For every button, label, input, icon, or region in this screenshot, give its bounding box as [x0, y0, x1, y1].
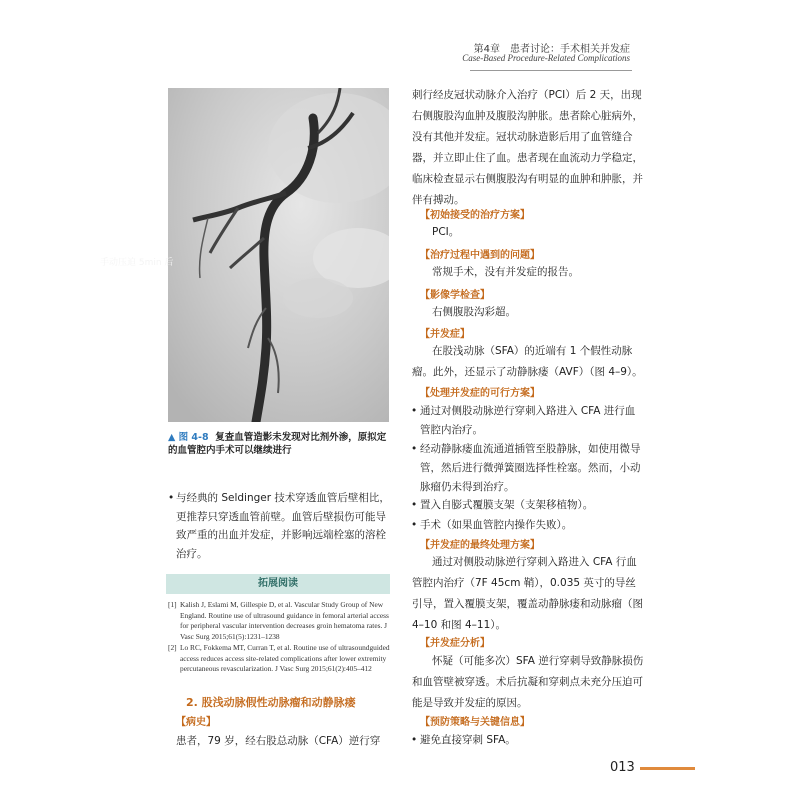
reference-number: [2]	[168, 643, 177, 652]
further-reading-bar	[166, 574, 390, 594]
option-item	[411, 402, 642, 440]
reference-item	[168, 643, 390, 675]
angiography-figure	[168, 88, 389, 422]
chapter-header-en: Case-Based Procedure-Related Complications	[462, 53, 630, 63]
subheading-final-treatment: 【并发症的最终处理方案】	[420, 540, 540, 551]
final-treatment-text: 通过对侧股动脉逆行穿刺入路进入 CFA 行血管腔内治疗（7F 45cm 鞘），0.035 英寸的导丝引导，置入覆膜支架，覆盖动静脉瘘和动脉瘤（图 4–10 和图 4–11）。	[412, 556, 643, 631]
subheading-prevention: 【预防策略与关键信息】	[420, 717, 530, 728]
left-bullet-paragraph	[168, 489, 390, 563]
reference-number: [1]	[168, 600, 177, 609]
bullet-dot: •	[411, 443, 418, 455]
figure-overlay-label: 手动压迫 5min 后	[100, 258, 174, 268]
header-divider	[470, 70, 632, 71]
prevention-text: 避免直接穿刺 SFA。	[420, 734, 516, 746]
analysis-text: 怀疑（可能多次）SFA 逆行穿刺导致静脉损伤和血管壁被穿透。术后抗凝和穿刺点未充分压迫可能是导致并发症的原因。	[412, 655, 644, 709]
figure-number: ▲ 图 4-8	[168, 432, 209, 443]
initial-treatment-text: PCI。	[432, 226, 460, 238]
bullet-dot: •	[411, 499, 418, 511]
further-reading-title: 拓展阅读	[258, 578, 298, 589]
option-text: 置入自膨式覆膜支架（支架移植物）。	[420, 499, 594, 511]
angiography-image	[168, 88, 389, 422]
subheading-complication: 【并发症】	[420, 329, 470, 340]
imaging-text: 右侧腹股沟彩超。	[432, 306, 516, 318]
option-item	[411, 516, 642, 535]
subheading-problems: 【治疗过程中遇到的问题】	[420, 250, 540, 261]
complication-text: 在股浅动脉（SFA）的近端有 1 个假性动脉瘤。此外，还显示了动静脉瘘（AVF）（图 4–9）。	[412, 345, 643, 378]
subheading-imaging: 【影像学检查】	[420, 290, 490, 301]
subheading-analysis: 【并发症分析】	[420, 638, 490, 649]
page-number-bar	[640, 767, 695, 770]
subheading-options: 【处理并发症的可行方案】	[420, 388, 540, 399]
bullet-dot: •	[411, 405, 418, 417]
prevention-item	[411, 731, 642, 750]
bullet-dot: •	[411, 519, 418, 531]
bullet-dot: •	[411, 734, 418, 746]
case-paragraph: 刺行经皮冠状动脉介入治疗（PCI）后 2 天，出现右侧腹股沟血肿及腹股沟肿胀。患者除心脏病外，没有其他并发症。冠状动脉造影后用了血管缝合器，并立即止住了血。患者现在血流动力学稳定，临床检查显示右侧腹股沟有明显的血肿和肿胀，并伴有搏动。	[412, 89, 643, 206]
option-text: 手术（如果血管腔内操作失败）。	[420, 519, 573, 531]
left-bullet-text: 与经典的 Seldinger 技术穿透血管后壁相比，更推荐只穿透血管前壁。血管后壁损伤可能导致严重的出血并发症，并影响远端栓塞的溶栓治疗。	[176, 492, 390, 560]
option-item	[411, 496, 642, 515]
reference-item	[168, 600, 390, 642]
option-text: 经动静脉瘘血流通道插管至股静脉，如使用微导管，然后进行微弹簧圈选择性栓塞。然而，小动脉瘤仍未得到治疗。	[420, 443, 641, 493]
history-tag: 【病史】	[176, 717, 216, 728]
problems-text: 常规手术，没有并发症的报告。	[432, 266, 579, 278]
reference-text: Lo RC, Fokkema MT, Curran T, et al. Routine use of ultrasoundguided access reduces access site-related complications after lower extremity percutaneous revascularization. J Vasc Surg 2015;61(2):405–412	[180, 643, 390, 674]
subheading-initial-treatment: 【初始接受的治疗方案】	[420, 210, 530, 221]
figure-caption-text: 复查血管造影未发现对比剂外渗，原拟定的血管腔内手术可以继续进行	[168, 432, 387, 456]
page-number: 013	[610, 760, 635, 775]
option-item	[411, 440, 642, 497]
section-title: 2. 股浅动脉假性动脉瘤和动静脉瘘	[186, 696, 356, 709]
chapter-header-cn: 第4章 患者讨论：手术相关并发症	[473, 44, 630, 55]
history-text: 患者，79 岁，经右股总动脉（CFA）逆行穿	[176, 735, 381, 747]
figure-caption	[168, 431, 389, 457]
bullet-dot: •	[168, 492, 175, 504]
option-text: 通过对侧股动脉逆行穿刺入路进入 CFA 进行血管腔内治疗。	[420, 405, 636, 436]
reference-text: Kalish J, Eslami M, Gillespie D, et al. Vascular Study Group of New England. Routine use of ultrasound guidance in femoral arterial access for peripheral vascular intervention decreases groin hematoma rates. J Vasc Surg 2015;61(5):1231–1238	[180, 600, 389, 641]
